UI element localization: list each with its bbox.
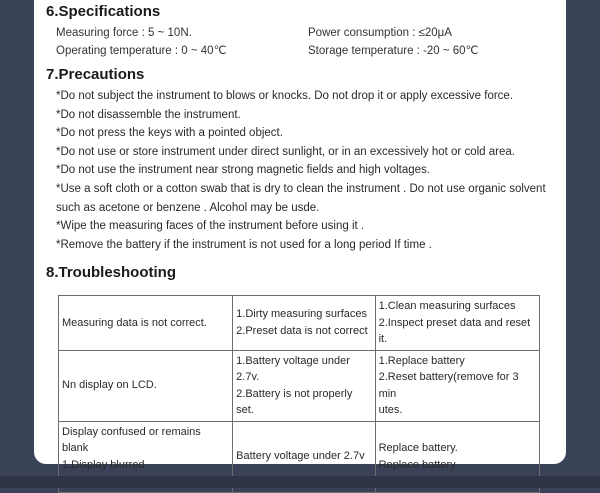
- problem-text: Display confused or remains blank: [62, 425, 201, 454]
- cause-text: 2.Preset data is not correct: [236, 324, 368, 337]
- cause-text: 1.Battery voltage under 2.7v.: [236, 354, 350, 383]
- problem-text: 1.Display blurred.: [62, 458, 148, 471]
- precaution-item: *Wipe the measuring faces of the instrument before using it .: [56, 220, 365, 233]
- cause-text: 1.Dirty measuring surfaces: [236, 308, 367, 321]
- precaution-item: *Remove the battery if the instrument is not used for a long period If time .: [56, 238, 432, 251]
- spec-operating-temperature: Operating temperature : 0 ~ 40℃: [56, 45, 227, 57]
- cause-text: 2.Battery is not properly set.: [236, 387, 353, 416]
- specifications-heading: 6.Specifications: [46, 3, 161, 20]
- precaution-item: such as acetone or benzene . Alcohol may be usde.: [56, 201, 320, 214]
- problem-text: Nn display on LCD.: [62, 379, 157, 392]
- precaution-item: *Do not use or store instrument under direct sunlight, or in an excessively hot or cold area.: [56, 145, 515, 158]
- problem-text: Measuring data is not correct.: [62, 316, 207, 329]
- cause-cell: [233, 296, 375, 351]
- spec-row: [56, 42, 536, 60]
- solution-cell: [375, 350, 539, 421]
- precaution-item: *Do not disassemble the instrument.: [56, 108, 241, 121]
- specifications-list: [56, 24, 536, 60]
- solution-text: 1.Replace battery: [378, 354, 465, 367]
- solution-text: Replace battery.: [378, 442, 458, 454]
- problem-cell: [59, 296, 233, 351]
- precaution-item: *Do not press the keys with a pointed object.: [56, 127, 283, 140]
- solution-text: utes.: [378, 404, 403, 416]
- cause-text: Battery voltage under 2.7v: [236, 450, 365, 463]
- spec-storage-temperature: Storage temperature : -20 ~ 60℃: [308, 45, 479, 57]
- troubleshooting-table: [58, 295, 540, 493]
- precaution-item: *Do not subject the instrument to blows or knocks. Do not drop it or apply excessive force.: [56, 90, 514, 102]
- table-row: [59, 296, 540, 351]
- cause-cell: [233, 350, 375, 421]
- solution-text: 2.Reset battery(remove for 3 min: [378, 371, 519, 400]
- manual-page: [34, 0, 566, 471]
- spec-power-consumption: Power consumption : ≤20μA: [308, 27, 452, 39]
- solution-text: 2.Inspect preset data and reset it.: [378, 316, 531, 345]
- precautions-heading: 7.Precautions: [46, 66, 145, 83]
- precaution-item: *Do not use the instrument near strong magnetic fields and high voltages.: [56, 164, 430, 177]
- solution-cell: [375, 296, 539, 351]
- problem-cell: [59, 350, 233, 421]
- solution-text: 1.Clean measuring surfaces: [378, 300, 516, 312]
- troubleshooting-heading: 8.Troubleshooting: [46, 264, 176, 281]
- table-row: [59, 350, 540, 421]
- solution-text: Replace battery.: [378, 458, 458, 471]
- spec-measuring-force: Measuring force : 5 ~ 10N.: [56, 27, 192, 39]
- precautions-list: [56, 87, 556, 254]
- page-footer-band: [0, 476, 600, 488]
- precaution-item: *Use a soft cloth or a cotton swab that is dry to clean the instrument . Do not use organic solvent: [56, 182, 546, 195]
- spec-row: [56, 24, 536, 42]
